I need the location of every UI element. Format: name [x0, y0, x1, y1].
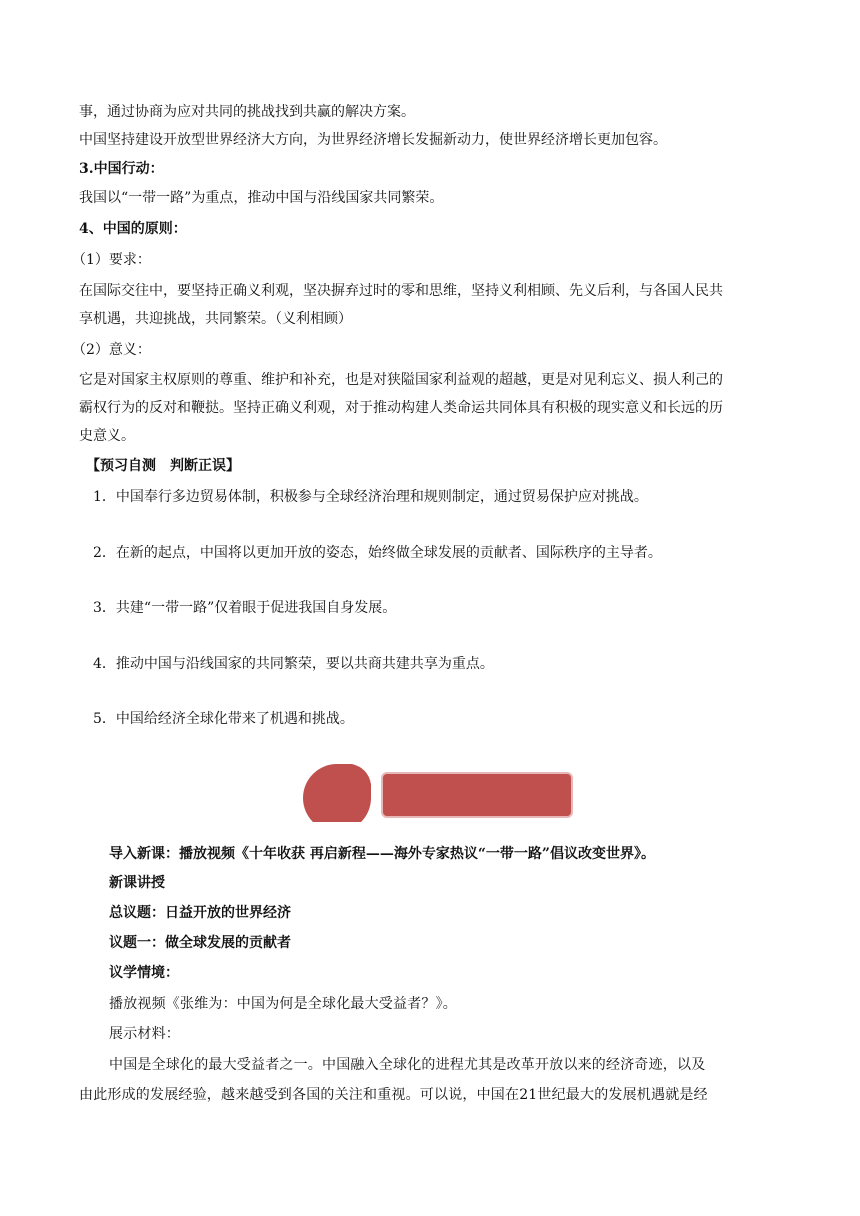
banner-rect-shape	[382, 773, 572, 817]
context-label: 议学情境：	[109, 965, 179, 981]
quiz-item: 3．共建“一带一路”仅着眼于促进我国自身发展。	[93, 600, 397, 616]
subsection-label: （2）意义：	[72, 342, 151, 358]
banner-circle-shape	[303, 764, 371, 822]
section-banner-graphic	[300, 760, 580, 822]
paragraph-line: 霸权行为的反对和鞭挞。坚持正确义利观，对于推动构建人类命运共同体具有积极的现实意义和长远的历	[79, 400, 723, 416]
video-text: 播放视频《张维为：中国为何是全球化最大受益者？》。	[109, 996, 457, 1012]
paragraph-line: 它是对国家主权原则的尊重、维护和补充，也是对狭隘国家利益观的超越，更是对见利忘义、损人利己的	[79, 372, 723, 388]
paragraph-line: 事，通过协商为应对共同的挑战找到共赢的解决方案。	[79, 104, 415, 120]
paragraph-line: 中国坚持建设开放型世界经济大方向，为世界经济增长发掘新动力，使世界经济增长更加包容。	[79, 132, 667, 148]
paragraph-line: 在国际交往中，要坚持正确义利观，坚决摒弃过时的零和思维，坚持义利相顾、先义后利，与各国人民共	[79, 283, 723, 299]
quiz-item: 1．中国奉行多边贸易体制，积极参与全球经济治理和规则制定，通过贸易保护应对挑战。	[93, 489, 648, 505]
paragraph-line: 享机遇，共迎挑战，共同繁荣。（义利相顾）	[79, 311, 352, 327]
subsection-label: （1）要求：	[72, 252, 151, 268]
quiz-item: 2．在新的起点，中国将以更加开放的姿态，始终做全球发展的贡献者、国际秩序的主导者。	[93, 545, 662, 561]
material-paragraph-line: 中国是全球化的最大受益者之一。中国融入全球化的进程尤其是改革开放以来的经济奇迹，以及	[109, 1057, 706, 1073]
quiz-item: 5．中国给经济全球化带来了机遇和挑战。	[93, 711, 354, 727]
lesson-intro: 导入新课：播放视频《十年收获 再启新程——海外专家热议“一带一路”倡议改变世界》。	[109, 846, 655, 862]
section-heading: 4、中国的原则：	[79, 221, 187, 237]
paragraph-line: 我国以“一带一路”为重点，推动中国与沿线国家共同繁荣。	[79, 190, 444, 206]
topic-heading: 议题一：做全球发展的贡献者	[109, 935, 291, 951]
lesson-heading: 新课讲授	[109, 875, 165, 891]
material-paragraph-line: 由此形成的发展经验，越来越受到各国的关注和重视。可以说，中国在21世纪最大的发展机遇就是经	[79, 1087, 708, 1103]
section-heading: 3.中国行动：	[79, 161, 164, 177]
quiz-item: 4．推动中国与沿线国家的共同繁荣，要以共商共建共享为重点。	[93, 656, 494, 672]
paragraph-line: 史意义。	[79, 428, 135, 444]
material-label: 展示材料：	[109, 1026, 180, 1042]
main-topic: 总议题：日益开放的世界经济	[109, 905, 291, 921]
quiz-heading: 【预习自测 判断正误】	[86, 458, 240, 474]
